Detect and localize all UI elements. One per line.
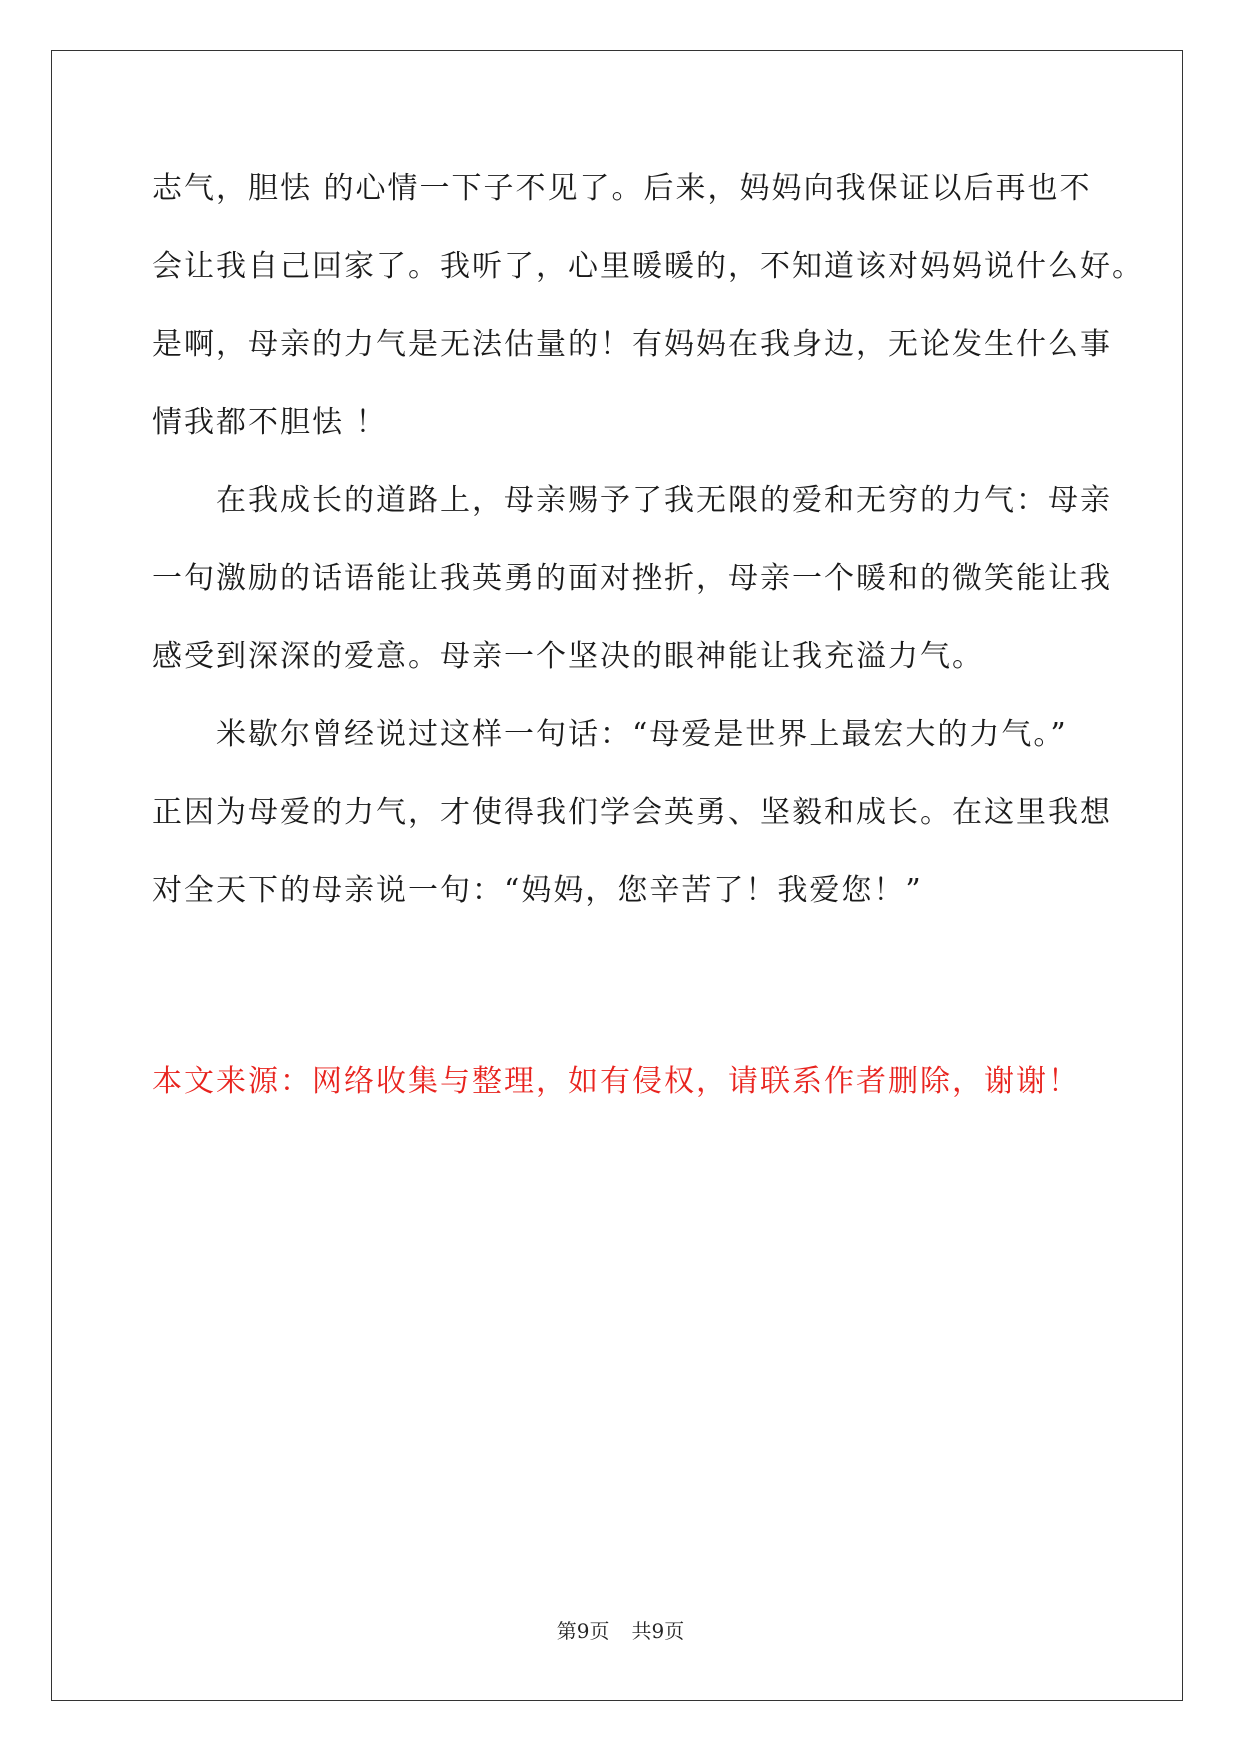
text-line: 会让我自己回家了。我听了，心里暖暖的，不知道该对妈妈说什么好。 bbox=[152, 249, 1144, 284]
text-line-paragraph-start: 在我成长的道路上，母亲赐予了我无限的爱和无穷的力气：母亲 bbox=[216, 483, 1112, 518]
text-line: 志气，胆怯 的心情一下子不见了。后来，妈妈向我保证以后再也不 bbox=[152, 171, 1092, 206]
document-body bbox=[152, 158, 1144, 938]
current-page-number: 第9页 bbox=[556, 1619, 610, 1643]
source-note: 本文来源：网络收集与整理，如有侵权，请联系作者删除，谢谢！ bbox=[152, 1064, 1080, 1099]
page-footer bbox=[0, 1616, 1241, 1646]
total-pages: 共9页 bbox=[631, 1619, 685, 1643]
text-line: 正因为母爱的力气，才使得我们学会英勇、坚毅和成长。在这里我想 bbox=[152, 795, 1112, 830]
text-line: 是啊，母亲的力气是无法估量的！有妈妈在我身边，无论发生什么事 bbox=[152, 327, 1112, 362]
text-line: 情我都不胆怯 ！ bbox=[152, 405, 388, 440]
text-line: 对全天下的母亲说一句：“妈妈，您辛苦了！我爱您！” bbox=[152, 873, 923, 908]
text-line: 一句激励的话语能让我英勇的面对挫折，母亲一个暖和的微笑能让我 bbox=[152, 561, 1112, 596]
text-line-paragraph-start: 米歇尔曾经说过这样一句话：“母爱是世界上最宏大的力气。” bbox=[216, 717, 1068, 752]
text-line: 感受到深深的爱意。母亲一个坚决的眼神能让我充溢力气。 bbox=[152, 639, 984, 674]
